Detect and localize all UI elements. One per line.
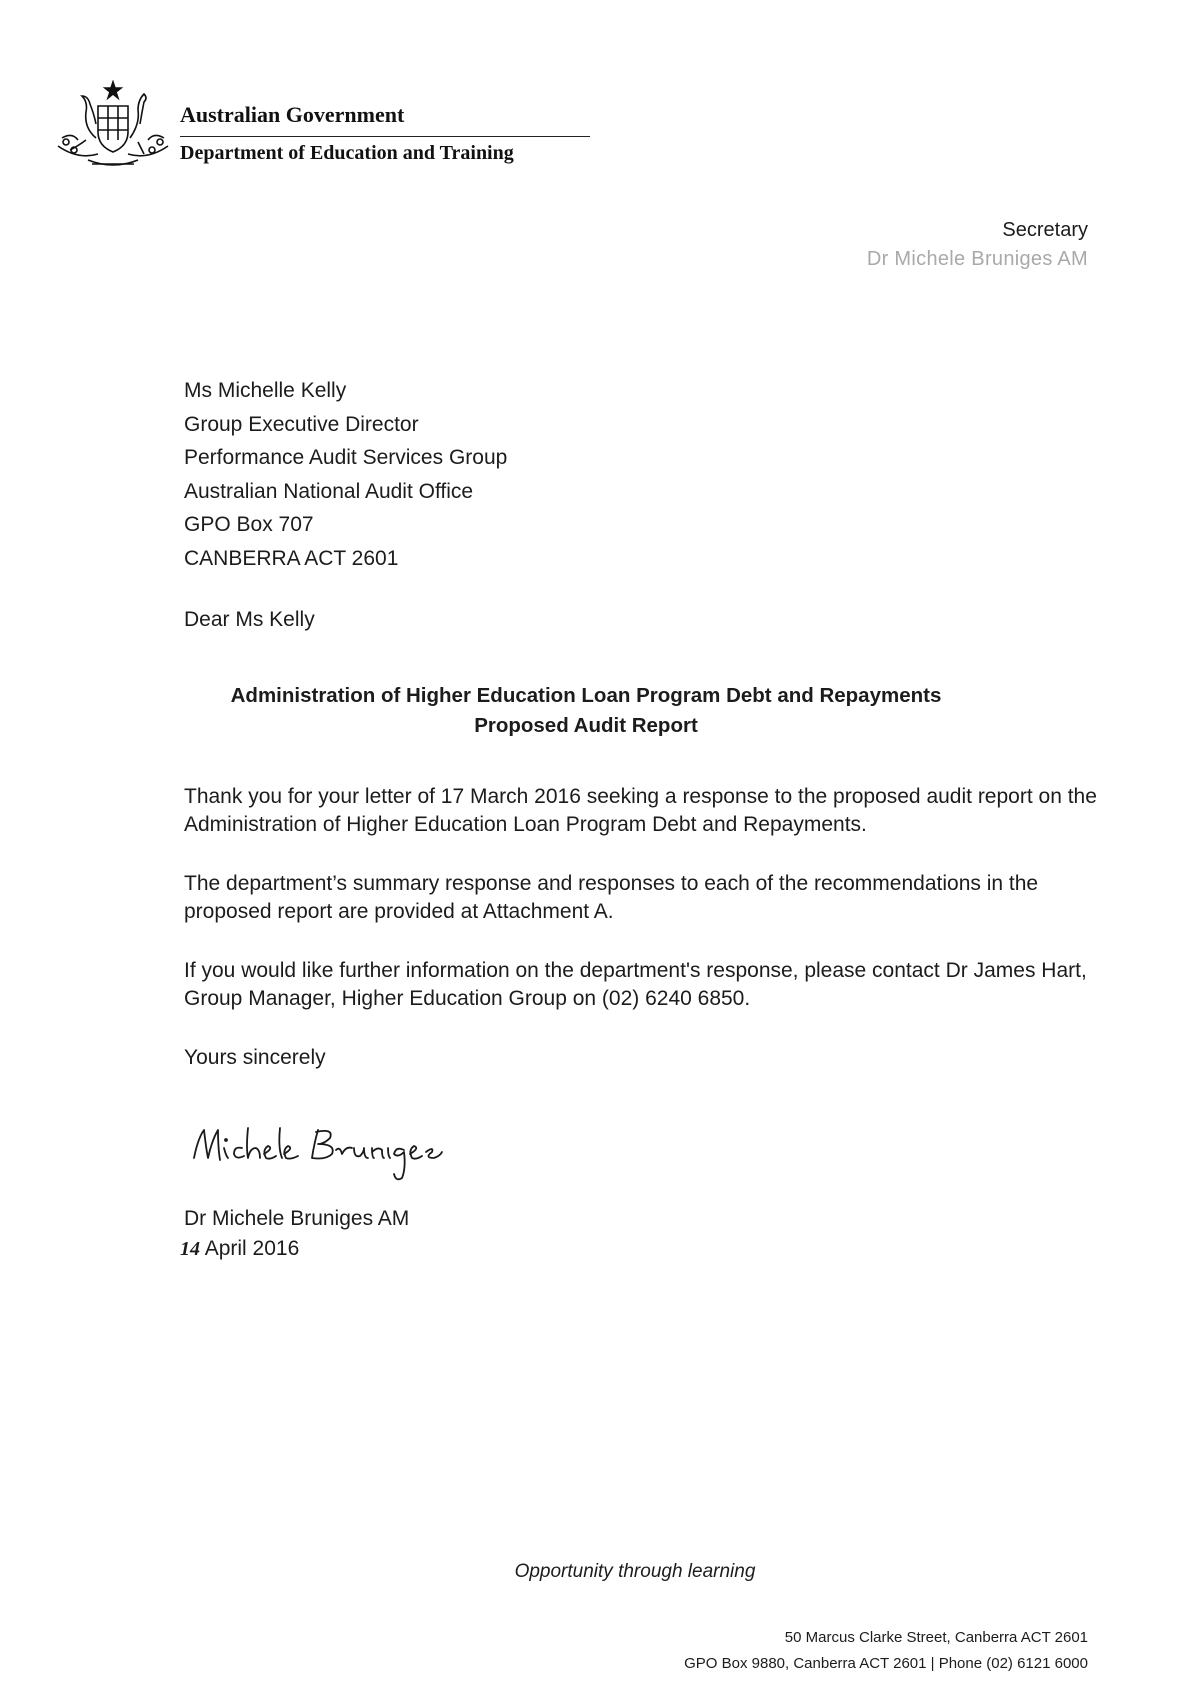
body-paragraph: The department’s summary response and responses to each of the recommendations in the proposed report are provided at Attachment A. — [184, 872, 1039, 923]
signoff-date-day: 14 — [180, 1238, 200, 1260]
body-paragraph: If you would like further information on the department's response, please contact Dr James Hart, Group Manager, Higher Education Group on (02) 6240 6850. — [184, 959, 1087, 1010]
recipient-line: Australian National Audit Office — [184, 479, 474, 503]
letterhead-divider — [180, 136, 590, 137]
footer-motto: Opportunity through learning — [514, 1561, 756, 1582]
sender-name: Dr Michele Bruniges AM — [866, 248, 1088, 270]
department-name: Department of Education and Training — [180, 142, 514, 164]
recipient-line: Performance Audit Services Group — [184, 446, 508, 469]
sender-title: Secretary — [1002, 219, 1088, 241]
letterhead — [48, 72, 568, 182]
recipient-line: CANBERRA ACT 2601 — [184, 546, 399, 570]
signoff-name: Dr Michele Bruniges AM — [184, 1207, 410, 1230]
subject-line-1: Administration of Higher Education Loan Program Debt and Repayments — [230, 684, 942, 707]
recipient-line: GPO Box 707 — [184, 513, 314, 536]
signoff-date-rest: April 2016 — [204, 1237, 300, 1260]
footer-address-line: GPO Box 9880, Canberra ACT 2601 | Phone (02) 6121 6000 — [684, 1655, 1088, 1672]
body-paragraph: Thank you for your letter of 17 March 2016 seeking a response to the proposed audit report on the Administration of Higher Education Loan Program Debt and Repayments. — [184, 785, 1097, 836]
salutation: Dear Ms Kelly — [184, 608, 315, 631]
recipient-line: Group Executive Director — [184, 412, 419, 436]
subject-heading — [184, 681, 988, 741]
recipient-line: Ms Michelle Kelly — [184, 379, 347, 402]
government-name: Australian Government — [180, 102, 405, 127]
handwritten-signature — [184, 1108, 494, 1188]
footer-address-line: 50 Marcus Clarke Street, Canberra ACT 2601 — [784, 1629, 1088, 1646]
closing: Yours sincerely — [184, 1046, 326, 1069]
signoff-block — [180, 1204, 410, 1264]
footer-address — [684, 1625, 1088, 1677]
coat-of-arms-icon — [48, 80, 178, 172]
sender-block — [867, 216, 1088, 274]
signoff-date — [180, 1234, 409, 1264]
subject-line-2: Proposed Audit Report — [474, 714, 698, 737]
recipient-address — [184, 374, 507, 575]
